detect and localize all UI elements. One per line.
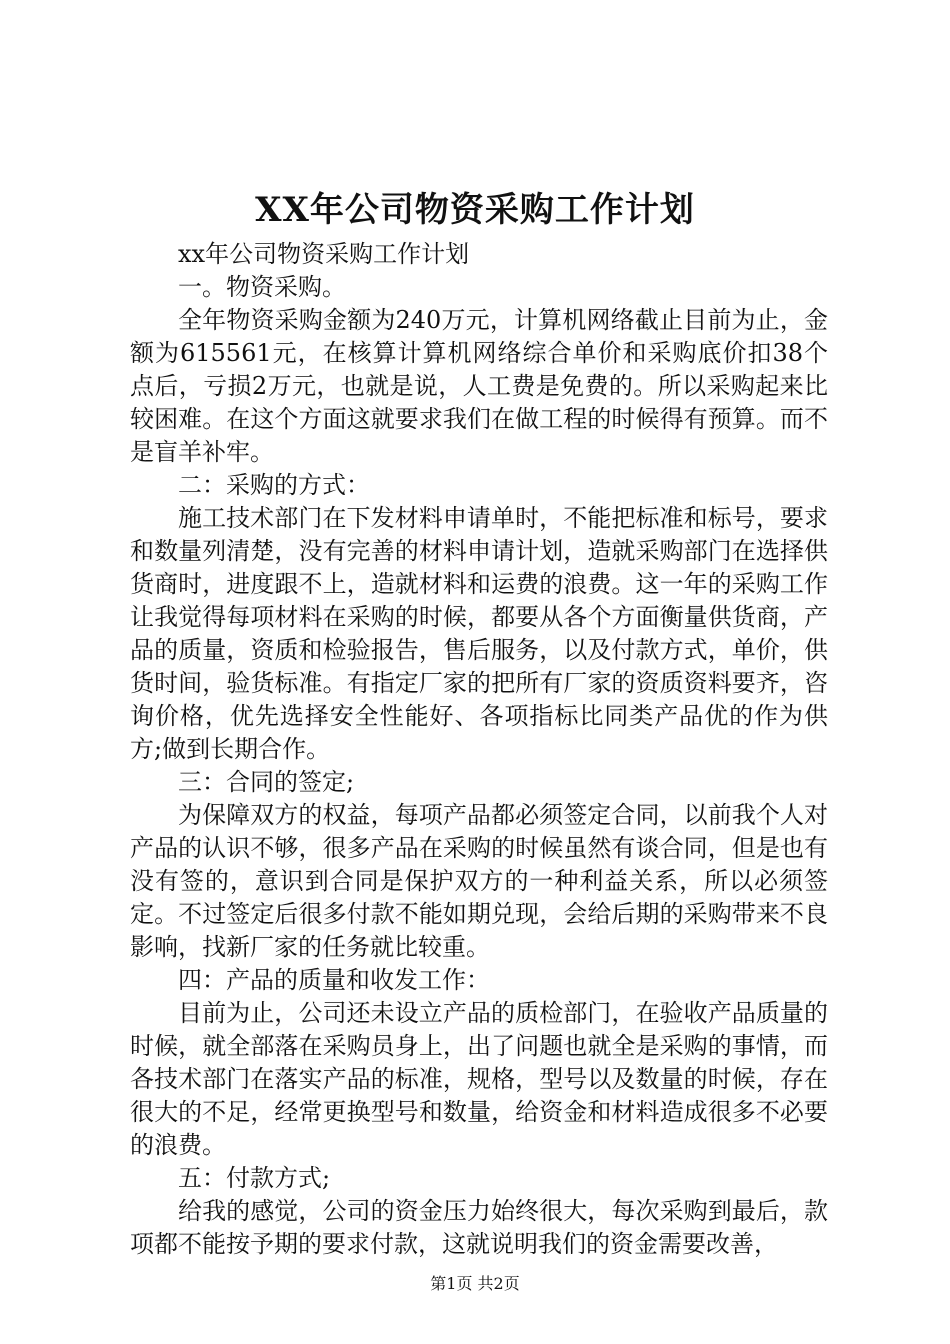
paragraph-1: 全年物资采购金额为240万元，计算机网络截止目前为止，金额为615561元，在核算计算机网络综合单价和采购底价扣38个点后，亏损2万元，也就是说，人工费是免费的。所以采购起来比较困难。在这个方面这就要求我们在做工程的时候得有预算。而不是盲羊补牢。 — [130, 306, 828, 466]
section-heading-1: 一。物资采购。 — [178, 273, 346, 301]
document-body — [130, 238, 828, 1261]
section-heading-2: 二：采购的方式： — [178, 471, 370, 499]
paragraph-5: 给我的感觉，公司的资金压力始终很大，每次采购到最后，款项都不能按予期的要求付款，这就说明我们的资金需要改善， — [130, 1197, 828, 1258]
paragraph-subtitle: xx年公司物资采购工作计划 — [178, 240, 470, 268]
paragraph-3: 为保障双方的权益，每项产品都必须签定合同，以前我个人对产品的认识不够，很多产品在采购的时候虽然有谈合同，但是也有没有签的，意识到合同是保护双方的一种利益关系，所以必须签定。不过签定后很多付款不能如期兑现，会给后期的采购带来不良影响，找新厂家的任务就比较重。 — [130, 801, 828, 961]
section-heading-3: 三：合同的签定; — [178, 768, 355, 796]
document-title: XX年公司物资采购工作计划 — [255, 190, 695, 230]
section-heading-5: 五：付款方式; — [178, 1164, 331, 1192]
paragraph-4: 目前为止，公司还未设立产品的质检部门，在验收产品质量的时候，就全部落在采购员身上，出了问题也就全是采购的事情，而各技术部门在落实产品的标准，规格，型号以及数量的时候，存在很大的不足，经常更换型号和数量，给资金和材料造成很多不必要的浪费。 — [130, 999, 828, 1159]
page-footer: 第1页 共2页 — [430, 1274, 520, 1293]
paragraph-2: 施工技术部门在下发材料申请单时，不能把标准和标号，要求和数量列清楚，没有完善的材料申请计划，造就采购部门在选择供货商时，进度跟不上，造就材料和运费的浪费。这一年的采购工作让我觉得每项材料在采购的时候，都要从各个方面衡量供货商，产品的质量，资质和检验报告，售后服务，以及付款方式，单价，供货时间，验货标准。有指定厂家的把所有厂家的资质资料要齐，咨询价格，优先选择安全性能好、各项指标比同类产品优的作为供方;做到长期合作。 — [130, 504, 828, 763]
section-heading-4: 四：产品的质量和收发工作： — [178, 966, 490, 994]
